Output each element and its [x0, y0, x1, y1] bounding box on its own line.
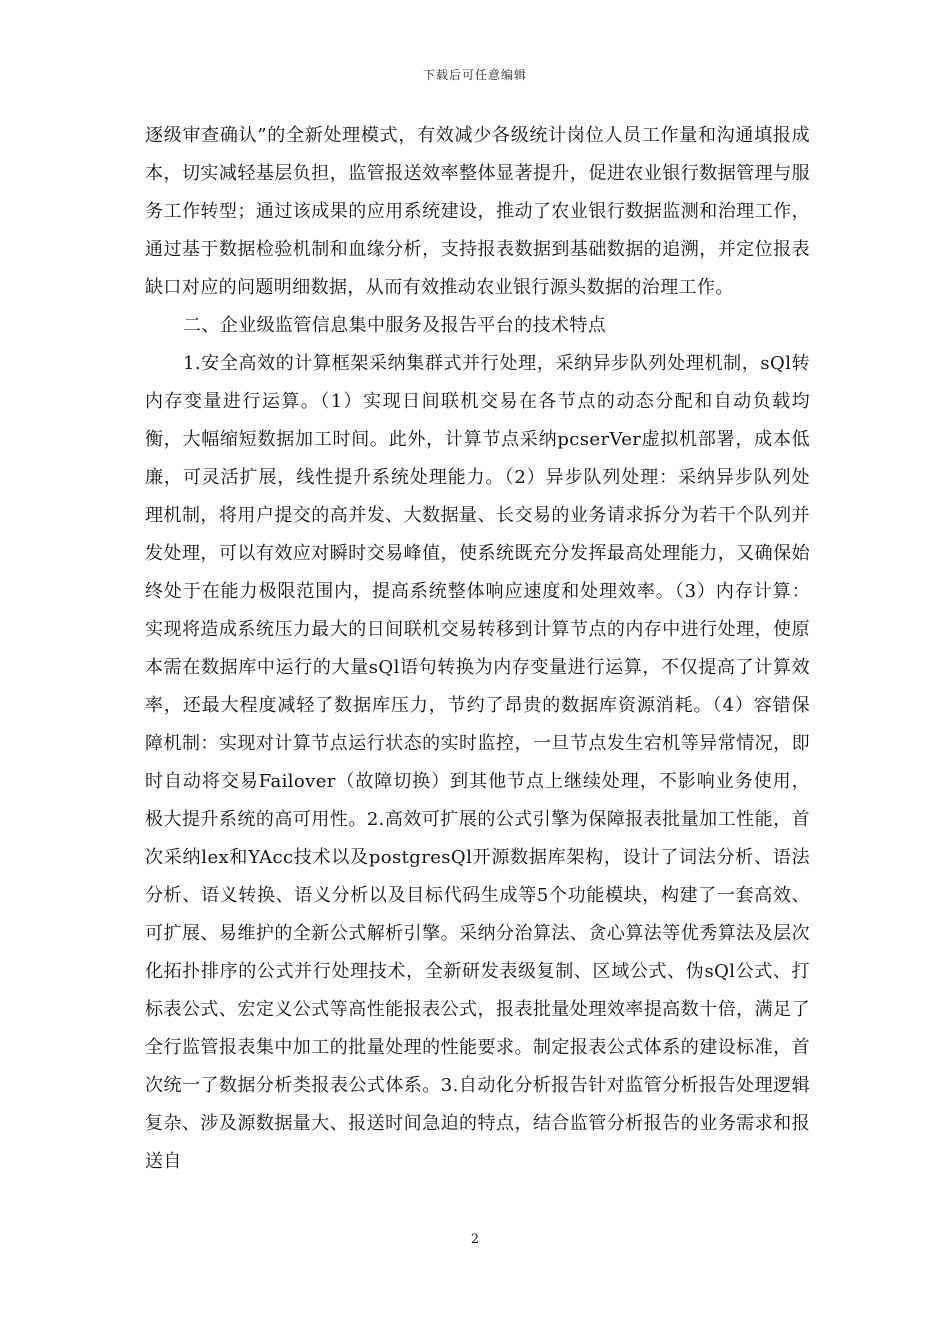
section-heading: 二、企业级监管信息集中服务及报告平台的技术特点: [183, 315, 607, 336]
paragraph-2: 1.安全高效的计算框架采纳集群式并行处理，采纳异步队列处理机制，sQl转内存变量进行运算。（1）实现日间联机交易在各节点的动态分配和自动负载均衡，大幅缩短数据加工时间。此外，计算节点采纳pcserVer虚拟机部署，成本低廉，可灵活扩展，线性提升系统处理能力。（2）异步队列处理：采纳异步队列处理机制，将用户提交的高并发、大数据量、长交易的业务请求拆分为若干个队列并发处理，可以有效应对瞬时交易峰值，使系统既充分发挥最高处理能力，又确保始终处于在能力极限范围内，提高系统整体响应速度和处理效率。（3）内存计算：实现将造成系统压力最大的日间联机交易转移到计算节点的内存中进行处理，使原本需在数据库中运行的大量sQl语句转换为内存变量进行运算，不仅提高了计算效率，还最大程度减轻了数据库压力，节约了昂贵的数据库资源消耗。（4）容错保障机制：实现对计算节点运行状态的实时监控，一旦节点发生宕机等异常情况，即时自动将交易Failover（故障切换）到其他节点上继续处理，不影响业务使用，极大提升系统的高可用性。2.高效可扩展的公式引擎为保障报表批量加工性能，首次采纳lex和YAcc技术以及postgresQl开源数据库架构，设计了词法分析、语法分析、语义转换、语义分析以及目标代码生成等5个功能模块，构建了一套高效、可扩展、易维护的全新公式解析引擎。采纳分治算法、贪心算法等优秀算法及层次化拓扑排序的公式并行处理技术，全新研发表级复制、区域公式、伪sQl公式、打标表公式、宏定义公式等高性能报表公式，报表批量处理效率提高数十倍，满足了全行监管报表集中加工的批量处理的性能要求。制定报表公式体系的建设标准，首次统一了数据分析类报表公式体系。3.自动化分析报告针对监管分析报告处理逻辑复杂、涉及源数据量大、报送时间急迫的特点，结合监管分析报告的业务需求和报送自: [145, 353, 810, 1172]
paragraph-1: 逐级审查确认”的全新处理模式，有效减少各级统计岗位人员工作量和沟通填报成本，切实减轻基层负担，监管报送效率整体显著提升，促进农业银行数据管理与服务工作转型；通过该成果的应用系统建设，推动了农业银行数据监测和治理工作，通过基于数据检验机制和血缘分析，支持报表数据到基础数据的追溯，并定位报表缺口对应的问题明细数据，从而有效推动农业银行源头数据的治理工作。: [145, 125, 810, 298]
page-number: 2: [470, 1232, 480, 1247]
body-text: [145, 117, 810, 1181]
page-header: 下载后可任意编辑: [422, 68, 527, 82]
